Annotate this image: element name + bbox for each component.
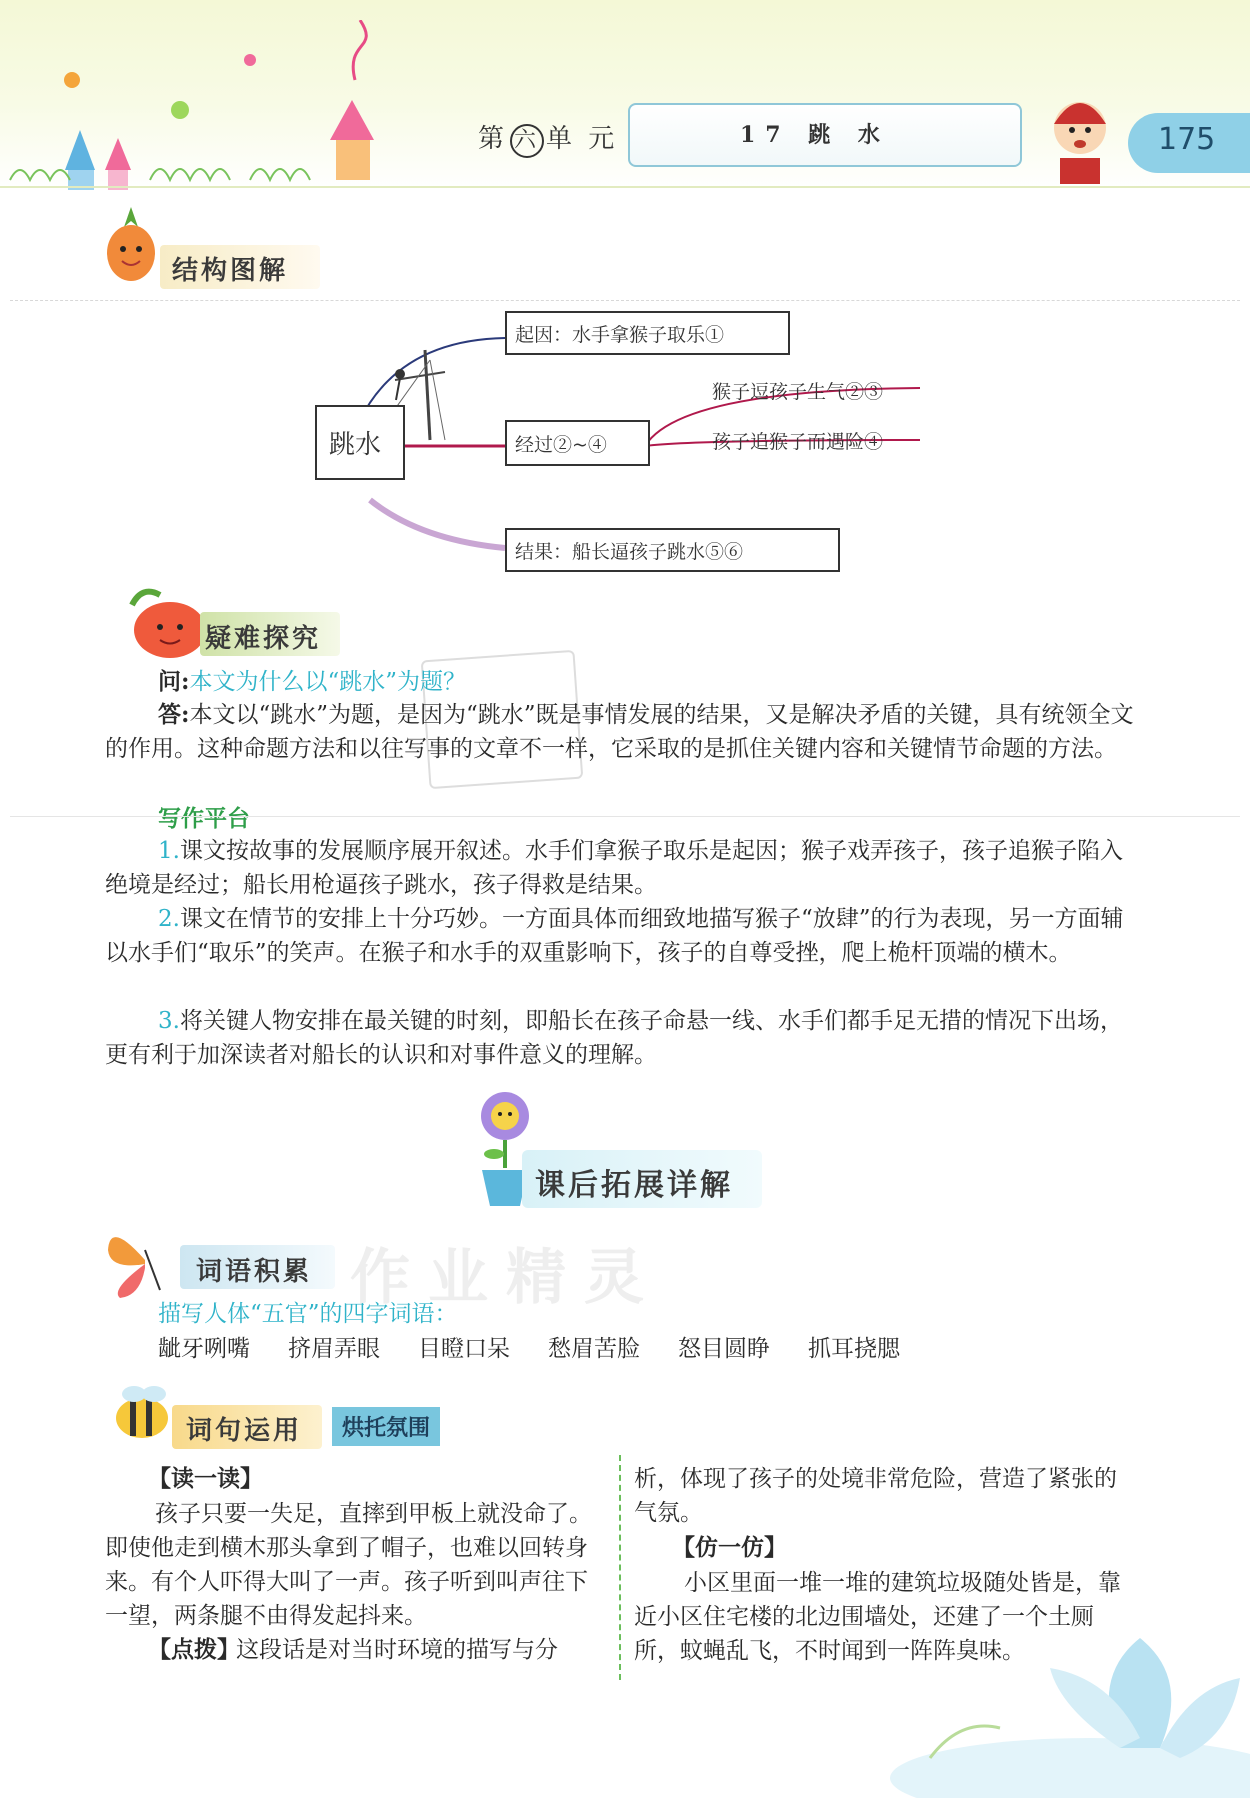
tip-label: 【点拨】 — [148, 1636, 240, 1663]
answer-text: 本文以“跳水”为题，是因为“跳水”既是事情发展的结果，又是解决矛盾的关键，具有统领全文的作用。这种命题方法和以往写事的文章不一样，它采取的是抓住关键内容和关键情节命题的方法。 — [105, 702, 1134, 762]
lotus-decoration-icon — [890, 1518, 1250, 1798]
unit-number: 六 — [510, 124, 544, 158]
writing-item-1: 1.课文按故事的发展顺序展开叙述。水手们拿猴子取乐是起因；猴子戏弄孩子，孩子追猴子陷入绝境是经过；船长用枪逼孩子跳水，孩子得救是结果。 — [105, 838, 1123, 898]
imitate-text: 小区里面一堆一堆的建筑垃圾随处皆是，靠近小区住宅楼的北边围墙处，还建了一个土厕所，蚊蝇乱飞，不时闻到一阵阵臭味。 — [634, 1570, 1121, 1664]
structure-diagram-lines — [0, 0, 1250, 600]
vocab-word: 怒目圆睁 — [678, 1336, 770, 1362]
writing-title: 写作平台 — [158, 806, 250, 832]
writing-divider — [10, 816, 1240, 818]
tip-text-start: 这段话是对当时环境的描写与分 — [236, 1637, 558, 1663]
tip-text-continued: 析，体现了孩子的处境非常危险，营造了紧张的气氛。 — [634, 1466, 1117, 1526]
question-text: 本文为什么以“跳水”为题？ — [189, 669, 467, 695]
imitate-label: 【仿一仿】 — [672, 1534, 787, 1561]
question-label: 问: — [158, 668, 190, 695]
writing-item-2: 2.课文在情节的安排上十分巧妙。一方面具体而细致地描写猴子“放肆”的行为表现，另一方面辅以水手们“取乐”的笑声。在猴子和水手的双重影响下，孩子的自尊受挫，爬上桅杆顶端的横木。 — [105, 906, 1124, 966]
vocab-word: 挤眉弄眼 — [288, 1336, 380, 1362]
diagram-process-box: 经过②~④ — [505, 420, 650, 466]
watermark-text: 作业精灵 — [350, 1243, 662, 1313]
answer-paragraph — [105, 698, 1135, 766]
difficulty-section-title: 疑难探究 — [205, 624, 322, 654]
diagram-process-branch-1: 猴子逗孩子生气②③ — [712, 381, 884, 403]
read-text: 孩子只要一失足，直摔到甲板上就没命了。即使他走到横木那头拿到了帽子，也难以回转身来。有个人吓得大叫了一声。孩子听到叫声往下一望，两条腿不由得发起抖来。 — [105, 1501, 592, 1629]
answer-label: 答: — [158, 701, 190, 728]
usage-section-title: 词句运用 — [186, 1416, 303, 1446]
vocab-word-list — [158, 1332, 1138, 1366]
vocab-word: 愁眉苦脸 — [548, 1336, 640, 1362]
page-number: 175 — [1158, 122, 1216, 157]
usage-tag: 烘托氛围 — [332, 1407, 440, 1446]
vocab-word: 龇牙咧嘴 — [158, 1336, 250, 1362]
column-divider — [619, 1455, 621, 1680]
lesson-title: 17 跳 水 — [740, 122, 890, 148]
extension-title: 课后拓展详解 — [535, 1168, 733, 1203]
diagram-result-box: 结果：船长逼孩子跳水⑤⑥ — [505, 528, 840, 572]
diagram-cause-box: 起因：水手拿猴子取乐① — [505, 311, 790, 355]
diagram-process-branch-2: 孩子追猴子而遇险④ — [712, 431, 884, 453]
vocab-word: 目瞪口呆 — [418, 1336, 510, 1362]
vocab-section-title: 词语积累 — [196, 1257, 313, 1287]
bee-icon — [102, 1370, 182, 1450]
vocab-subtitle: 描写人体“五官”的四字词语： — [158, 1301, 458, 1327]
structure-section-title: 结构图解 — [172, 256, 289, 286]
butterfly-icon — [100, 1220, 190, 1300]
unit-label: 第 六 单 元 — [478, 118, 618, 158]
writing-item-3: 3.将关键人物安排在最关键的时刻，即船长在孩子命悬一线、水手们都手足无措的情况下出场，更有利于加深读者对船长的认识和对事件意义的理解。 — [105, 1008, 1123, 1068]
read-label: 【读一读】 — [148, 1465, 263, 1492]
question-line — [158, 665, 1138, 699]
diagram-center-box: 跳水 — [315, 405, 405, 480]
vocab-word: 抓耳挠腮 — [808, 1336, 900, 1362]
